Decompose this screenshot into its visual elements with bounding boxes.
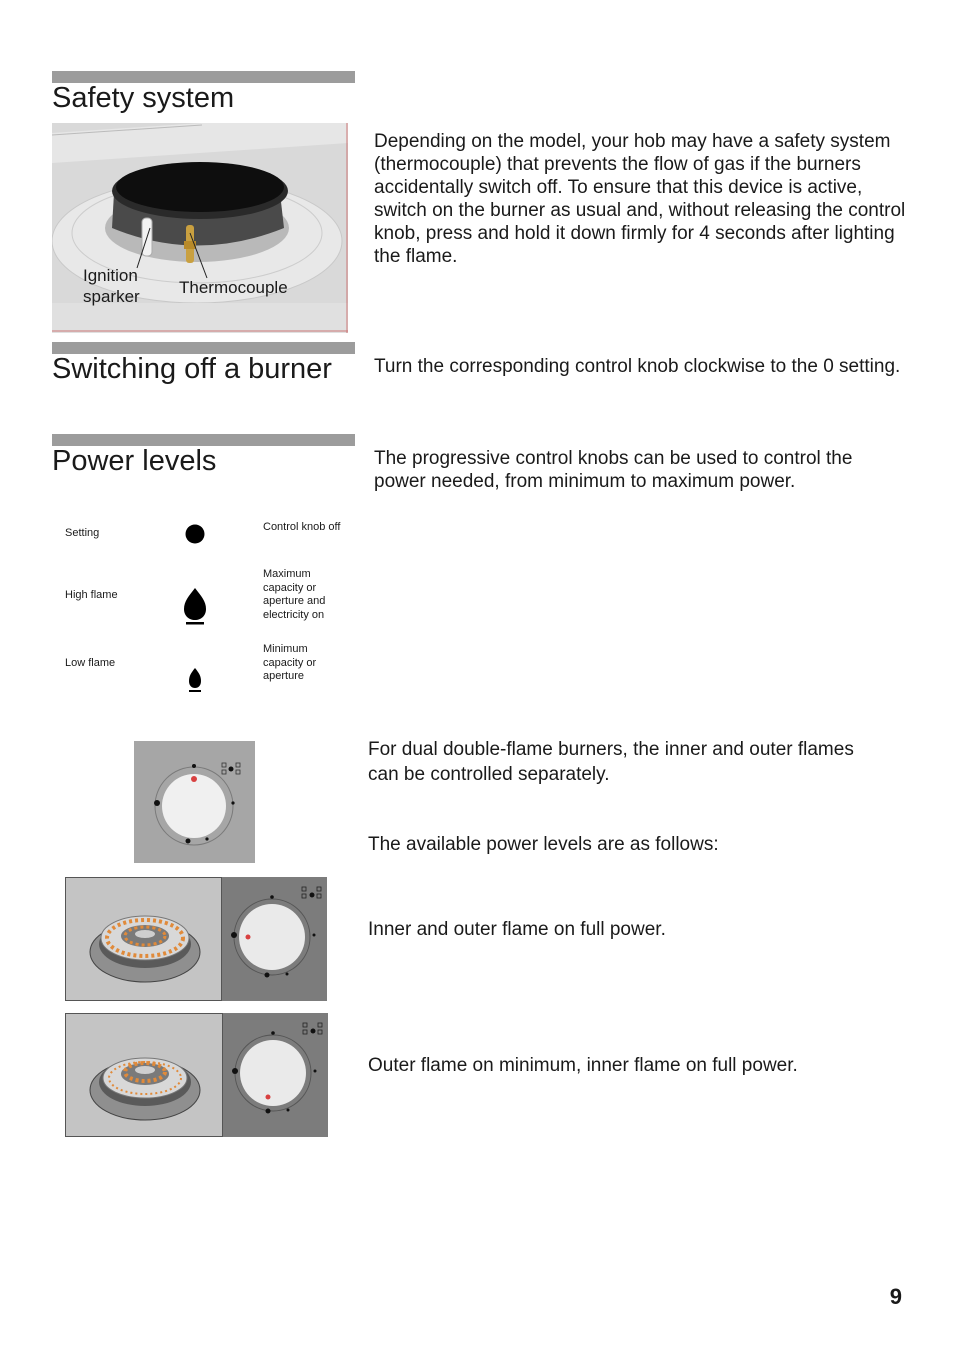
ignition-label-2: sparker [83, 287, 140, 306]
table-description-2: Minimum capacity or aperture [263, 643, 317, 682]
low-flame-icon [185, 666, 205, 694]
outer-min-text: Outer flame on minimum, inner flame on full power. [368, 1055, 798, 1076]
table-description-1: Maximum capacity or aperture and electricity on [263, 568, 326, 621]
safety-title: Safety system [52, 82, 235, 114]
switching-off-title: Switching off a burner [52, 353, 332, 385]
full-power-burner-icon [66, 878, 222, 1001]
table-setting-label-0: Setting [65, 527, 100, 539]
dual-flame-available: The available power levels are as follows: [368, 834, 719, 855]
outer-min-burner-icon [66, 1014, 223, 1137]
switching-off-text: Turn the corresponding control knob clockwise to the 0 setting. [374, 356, 901, 377]
table-setting-label-2: Low flame [65, 657, 116, 669]
power-levels-title: Power levels [52, 445, 217, 477]
dual-flame-intro: For dual double-flame burners, the inner and outer flames can be controlled separately. [368, 739, 854, 785]
safety-burner-illustration [52, 123, 348, 333]
table-setting-label-1: High flame [65, 589, 118, 601]
outer-min-burner-illustration [65, 1013, 223, 1137]
full-power-burner-illustration [65, 877, 222, 1001]
dual-knob-dial-icon [134, 741, 255, 863]
full-power-knob-icon [222, 877, 327, 1001]
off-dot-icon [184, 523, 206, 545]
full-power-text: Inner and outer flame on full power. [368, 919, 666, 940]
full-power-knob-illustration [222, 877, 327, 1001]
safety-text: Depending on the model, your hob may have a safety system (thermocouple) that prevents the flow of gas if the burners accidentally switch off. To ensure that this device is active, switch on the burner as usual and, without releasing the control knob, press and hold it down firmly for 4 seconds after lighting the flame. [374, 131, 906, 267]
ignition-label-1: Ignition [83, 266, 138, 285]
power-levels-text: The progressive control knobs can be used to control the power needed, from minimum to maximum power. [374, 448, 853, 492]
outer-min-knob-illustration [223, 1013, 328, 1137]
high-flame-icon [181, 586, 209, 626]
table-description-0: Control knob off [263, 521, 341, 533]
outer-min-knob-icon [223, 1013, 328, 1137]
thermocouple-label: Thermocouple [179, 278, 288, 297]
dual-knob-illustration [134, 741, 255, 863]
page-number: 9 [889, 1284, 902, 1309]
